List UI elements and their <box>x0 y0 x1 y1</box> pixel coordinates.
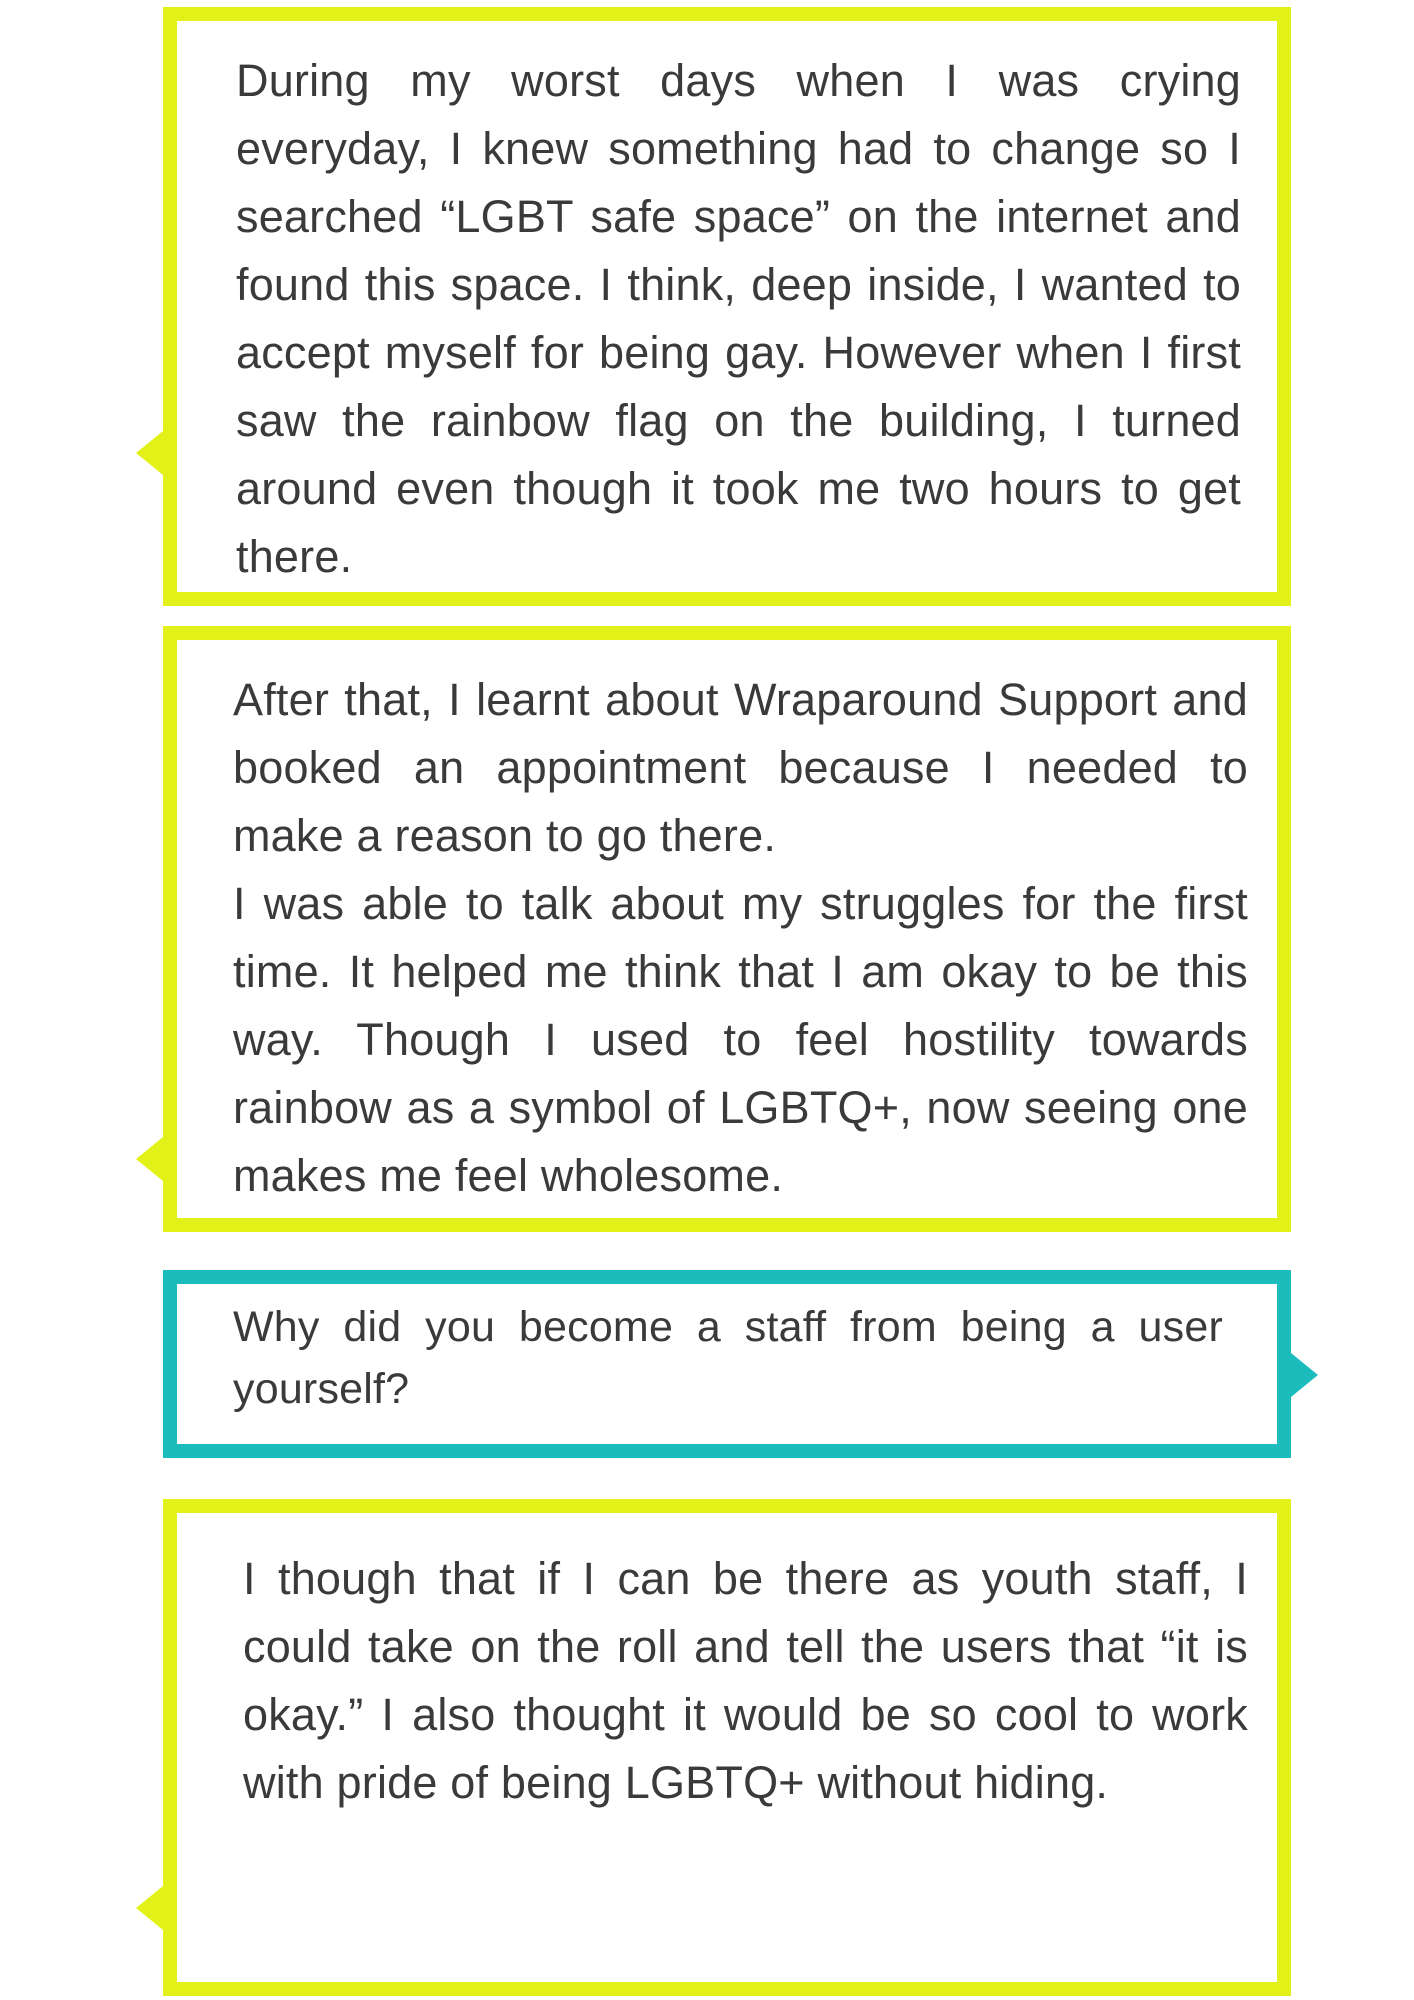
answer-speech-bubble <box>163 7 1291 606</box>
speech-bubble-tail-left <box>136 1137 163 1181</box>
answer-speech-bubble <box>163 626 1291 1232</box>
answer-text: After that, I learnt about Wraparound Support and booked an appointment because I needed to make a reason to go there. I was able to talk about my struggles for the first time. It helped me think that I am okay to be this way. Though I used to feel hostility towards rainbow as a symbol of LGBTQ+, now seeing one makes me feel wholesome. <box>233 674 1248 1201</box>
question-text: Why did you become a staff from being a user yourself? <box>233 1303 1223 1413</box>
answer-speech-bubble <box>163 1499 1291 1996</box>
answer-text: During my worst days when I was crying everyday, I knew something had to change so I searched “LGBT safe space” on the internet and found this space. I think, deep inside, I wanted to accept myself for being gay. However when I first saw the rainbow flag on the building, I turned around even though it took me two hours to get there. <box>236 55 1241 582</box>
speech-bubble-tail-left <box>136 431 163 475</box>
speech-bubble-tail-right <box>1291 1353 1318 1397</box>
question-speech-bubble <box>163 1270 1291 1458</box>
answer-text: I though that if I can be there as youth staff, I could take on the roll and tell the users that “it is okay.” I also thought it would be so cool to work with pride of being LGBTQ+ without hiding. <box>243 1553 1248 1808</box>
speech-bubble-tail-left <box>136 1886 163 1930</box>
